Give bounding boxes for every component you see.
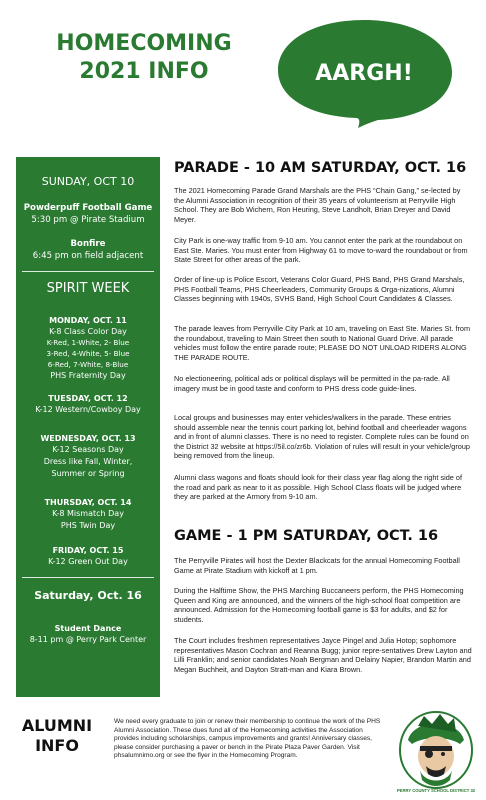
- schedule-sidebar: [16, 157, 160, 697]
- bonfire-detail: 6:45 pm on field adjacent: [32, 251, 144, 261]
- alumni-title-line-2: INFO: [35, 736, 79, 755]
- title-line-2: 2021 INFO: [79, 59, 209, 84]
- saturday-heading: Saturday, Oct. 16: [34, 589, 142, 602]
- game-paragraph: During the Halftime Show, the PHS Marching Buccaneers perform, the PHS Homecoming Queen and King are announced, and the winners of the high-school float competition are announced. Admission for the Homecoming football game is $3 for adults, and $2 for students.: [174, 586, 464, 624]
- tuesday-heading: TUESDAY, OCT. 12: [48, 394, 128, 403]
- powderpuff-detail: 5:30 pm @ Pirate Stadium: [31, 215, 145, 225]
- parade-heading: PARADE - 10 AM SATURDAY, OCT. 16: [174, 160, 467, 176]
- friday-heading: FRIDAY, OCT. 15: [52, 546, 124, 555]
- monday-line: PHS Fraternity Day: [50, 371, 126, 380]
- monday-line: 6-Red, 7-White, 8-Blue: [47, 360, 129, 369]
- thursday-line: K-8 Mismatch Day: [52, 509, 124, 518]
- alumni-info-text: We need every graduate to join or renew their membership to continue the work of the PHS Alumni Association. These dues fund all of the Homecoming activities the Association provides including scholarships, campus improvements and grants! Anniversary classes, please consider purchasing a paver or bench in the Pirate Plaza Paver Garden. Visit phsalumnimo.org or see the flyer in the Homecoming Program.: [114, 718, 381, 759]
- student-dance-title: Student Dance: [54, 624, 122, 633]
- wednesday-heading: WEDNESDAY, OCT. 13: [40, 434, 136, 443]
- page-title: [28, 30, 260, 86]
- sunday-heading: SUNDAY, OCT 10: [41, 175, 135, 188]
- sidebar-divider: [22, 577, 154, 578]
- tuesday-line: K-12 Western/Cowboy Day: [35, 405, 141, 414]
- powderpuff-title: Powderpuff Football Game: [23, 203, 153, 213]
- wednesday-line: Dress like Fall, Winter,: [43, 457, 133, 466]
- pirate-mascot-logo: [398, 706, 474, 790]
- game-paragraph: The Perryville Pirates will host the Dexter Blackcats for the annual Homecoming Football Game at Pirate Stadium with kickoff at 1 pm.: [174, 556, 460, 575]
- monday-heading: MONDAY, OCT. 11: [49, 316, 127, 325]
- bonfire-title: Bonfire: [70, 239, 106, 249]
- bubble-text: AARGH!: [315, 61, 413, 86]
- parade-paragraph: Alumni class wagons and floats should look for their class year flag along the right side of the road and park as near to it as possible. High School Class floats will be judged where they are parked at the Armory from 9-10 am.: [174, 473, 462, 502]
- parade-paragraph: City Park is one-way traffic from 9-10 am. You cannot enter the park at the roundabout on East Ste. Maries. You must enter from Highway 61 to move to-ward the roundabout or from State Street for other areas of the park.: [174, 236, 468, 265]
- student-dance-detail: 8-11 pm @ Perry Park Center: [29, 635, 147, 644]
- parade-paragraph: Local groups and businesses may enter vehicles/walkers in the parade. These entries should assemble near the tennis court parking lot, behind football and cheerleader wagons and in front of alumni classes. There is no need to register. Complete rules can be found on the District 32 website at https://5il.co/zr6b. Violation of rules will result in your vehicle/group being removed from the lineup.: [174, 413, 470, 461]
- monday-line: K-8 Class Color Day: [49, 327, 127, 336]
- title-line-1: HOMECOMING: [56, 31, 232, 56]
- game-paragraph: The Court includes freshmen representatives Jayce Pingel and Julia Hotop; sophomore representatives Mason Cochran and Reanna Bugg; junior repre-sentatives Drew Layton and Lilli Franklin; and senior candidates Noah Bergman and Delainy Napier, Brandon Martin and Megan Buchheit, and Dayton Stratt-man and Kiara Brown.: [174, 636, 472, 674]
- speech-bubble: [268, 12, 460, 130]
- parade-paragraph: The parade leaves from Perryville City Park at 10 am, traveling on East Ste. Maries St. from the roundabout, traveling to Main Street then south to National Guard Drive. All parade vehicles must follow the entire parade route; PLEASE DO NOT UNLOAD RIDERS ALONG THE PARADE ROUTE.: [174, 324, 471, 362]
- logo-caption: PERRY COUNTY SCHOOL DISTRICT 32: [396, 788, 476, 793]
- monday-line: 3-Red, 4-White, 5- Blue: [46, 349, 130, 358]
- spirit-week-heading: SPIRIT WEEK: [46, 281, 130, 296]
- sidebar-divider: [22, 271, 154, 272]
- thursday-line: PHS Twin Day: [60, 521, 116, 530]
- friday-line: K-12 Green Out Day: [48, 557, 128, 566]
- monday-line: K-Red, 1-White, 2- Blue: [46, 338, 130, 347]
- alumni-title: [16, 716, 98, 756]
- wednesday-line: K-12 Seasons Day: [52, 445, 124, 454]
- alumni-title-line-1: ALUMNI: [21, 716, 93, 735]
- parade-paragraph: No electioneering, political ads or political displays will be permitted in the pa-rade. All imagery must be in good taste and conform to PHS dress code guide-lines.: [174, 374, 450, 393]
- parade-paragraph: Order of line-up is Police Escort, Veterans Color Guard, PHS Band, PHS Grand Marshals, PHS Football Teams, PHS Cheerleaders, Community Groups & Orga-nizations, Alumni Classes beginning with 1940s, SVHS Band, High School Court Candidates & Classes.: [174, 275, 465, 304]
- parade-paragraph: The 2021 Homecoming Parade Grand Marshals are the PHS “Chain Gang,” se-lected by the Alumni Association in recognition of their 35 years of volunteerism at Perryville High School. They are Bob Wichern, Ron Heuring, Steve Landholt, Brian Dreyer and David Meyer.: [174, 186, 461, 224]
- wednesday-line: Summer or Spring: [51, 469, 125, 478]
- game-heading: GAME - 1 PM SATURDAY, OCT. 16: [174, 528, 439, 544]
- thursday-heading: THURSDAY, OCT. 14: [44, 498, 132, 507]
